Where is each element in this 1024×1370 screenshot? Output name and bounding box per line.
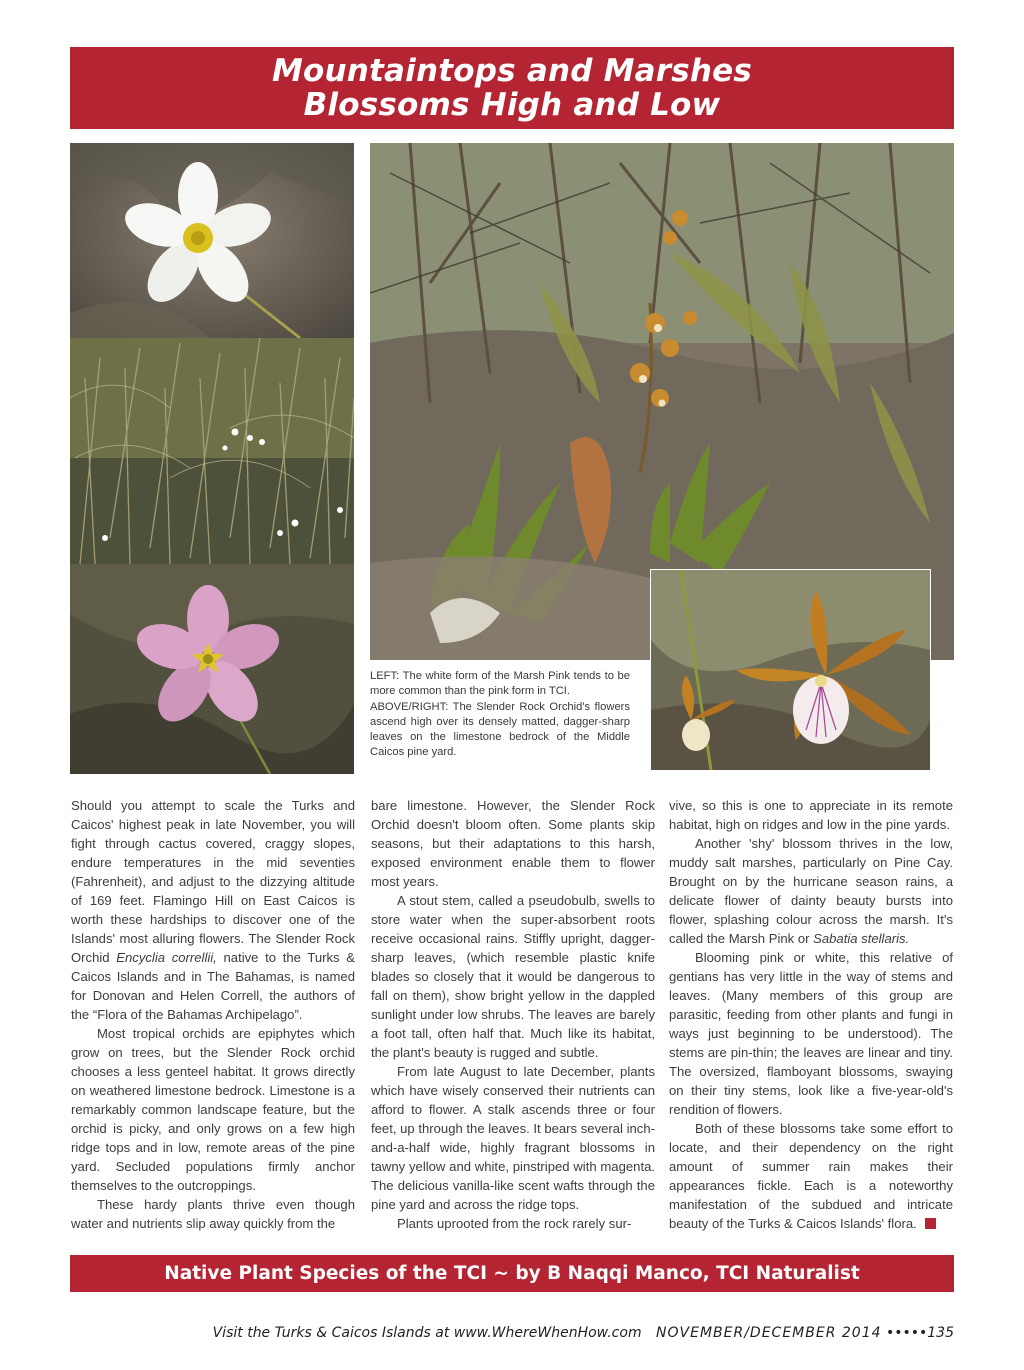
title-line-2: Blossoms High and Low — [303, 87, 721, 123]
paragraph: Blooming pink or white, this relative of gentians has very little in the way of stems and leaves. (Many members of this group are parasitic, feeding from other plants and fungi in ways just beginning to be understood). The stems are pin-thin; the leaves are linear and tiny. The oversized, flamboyant blossoms, swaying on their tiny stems, look like a five-year-old's rendition of flowers. — [669, 950, 953, 1117]
article-column-1 — [71, 796, 355, 1233]
issue-date: NOVEMBER/DECEMBER 2014 — [656, 1325, 882, 1341]
paragraph: Plants uprooted from the rock rarely sur- — [397, 1216, 632, 1231]
title-line-1: Mountaintops and Marshes — [271, 53, 753, 89]
page-number: •••••135 — [885, 1325, 954, 1341]
photo-salt-marsh — [70, 338, 354, 564]
caption-left: LEFT: The white form of the Marsh Pink tends to be more common than the pink form in TCI. — [370, 670, 630, 698]
photo-white-marsh-pink — [70, 143, 354, 338]
paragraph: Most tropical orchids are epiphytes which grow on trees, but the Slender Rock orchid chooses a less genteel habitat. It grows directly on weathered limestone bedrock. Limestone is a remarkably common landscape feature, but the orchid is picky, and only grows on a few high ridge tops and in low, remote areas of the pine yard. Secluded populations firmly anchor themselves to the outcroppings. — [71, 1026, 355, 1193]
end-of-article-square-icon — [925, 1218, 936, 1229]
page-folio — [213, 1325, 954, 1341]
caption-above-right: ABOVE/RIGHT: The Slender Rock Orchid's flowers ascend high over its densely matted, dagger-sharp leaves on the limestone bedrock of the Middle Caicos pine yard. — [370, 700, 630, 759]
paragraph: These hardy plants thrive even though water and nutrients slip away quickly from the — [71, 1197, 355, 1231]
paragraph: Another 'shy' blossom thrives in the low, muddy salt marshes, particularly on Pine Cay. Brought on by the hurricane season rains, a delicate flower of dainty beauty bursts into flower, splashing colour across the marsh. It's called the Marsh Pink or Sabatia stellaris. — [669, 836, 953, 946]
paragraph: A stout stem, called a pseudobulb, swells to store water when the super-absorbent roots receive occasional rains. Stiffly upright, dagger-sharp leaves, (which resemble plastic knife blades so closely that it would be dangerous to fall on them), show bright yellow in the dappled sunlight under low shrubs. The leaves are barely a foot tall, often half that. Much like its habitat, the plant's beauty is rugged and subtle. — [371, 893, 655, 1060]
paragraph: Should you attempt to scale the Turks and Caicos' highest peak in late November, you will fight through cactus covered, craggy slopes, endure temperatures in the mid seventies (Fahrenheit), and adjust to the dizzying altitude of 169 feet. Flamingo Hill on East Caicos is worth these hardships to discover one of the Islands' most alluring flowers. The Slender Rock Orchid Encyclia correllii, native to the Turks & Caicos Islands and in The Bahamas, is named for Donovan and Helen Correll, the authors of the “Flora of the Bahamas Archipelago”. — [71, 798, 356, 1022]
article-column-2 — [371, 796, 655, 1233]
photo-orchid-closeup — [650, 569, 931, 771]
website-credit: Visit the Turks & Caicos Islands at www.WhereWhenHow.com — [212, 1325, 642, 1341]
photo-pink-marsh-pink — [70, 564, 354, 774]
title-banner — [70, 47, 954, 129]
article-column-3 — [669, 796, 953, 1233]
paragraph: bare limestone. However, the Slender Rock Orchid doesn't bloom often. Some plants skip seasons, but their adaptations to this harsh, exposed environment enable them to flower most years. — [371, 798, 655, 889]
byline-banner — [70, 1255, 954, 1292]
paragraph: From late August to late December, plants which have wisely conserved their nutrients can afford to flower. A stalk ascends three or four feet, up through the leaves. It bears several inch-and-a-half wide, highly fragrant blossoms in tawny yellow and white, pinstriped with magenta. The delicious vanilla-like scent wafts through the pine yard and across the ridge tops. — [371, 1064, 655, 1212]
photo-caption — [370, 669, 630, 761]
paragraph: vive, so this is one to appreciate in its remote habitat, high on ridges and low in the pine yards. — [669, 798, 953, 832]
byline: Native Plant Species of the TCI ~ by B Naqqi Manco, TCI Naturalist — [164, 1263, 860, 1284]
paragraph: Both of these blossoms take some effort to locate, and their dependency on the right amount of summer rain makes their appearances fickle. Each is a noteworthy manifestation of the subdued and intricate beauty of the Turks & Caicos Islands' flora. — [669, 1121, 953, 1231]
